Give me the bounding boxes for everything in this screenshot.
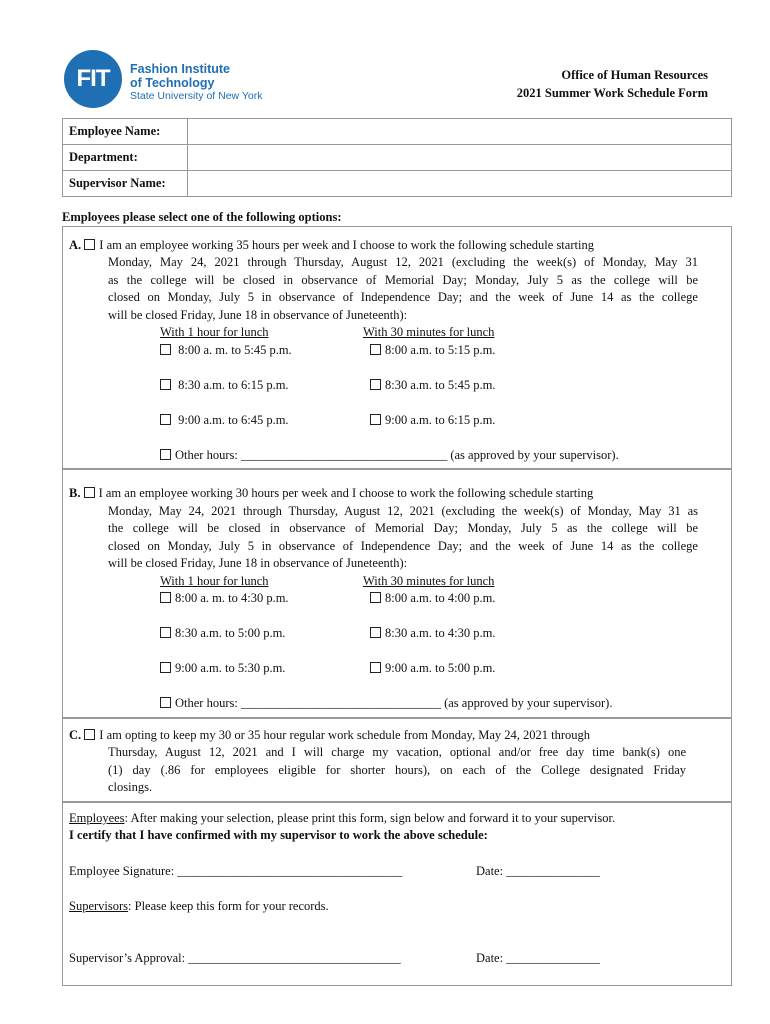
option-a-col2-checkbox-2[interactable] [370,379,381,390]
option-b-col1-time-2: 8:30 a.m. to 5:00 p.m. [175,626,286,640]
option-a-line-2: Monday, May 24, 2021 through Thursday, August 12, 2021 (excluding the week(s) of Monday, May 31 [108,255,698,269]
option-b-checkbox[interactable] [84,487,95,498]
employee-name-field[interactable] [188,119,732,145]
office-name: Office of Human Resources [561,68,708,82]
option-c-line-2: Thursday, August 12, 2021 and I will charge my vacation, optional and/or free day time bank(s) one [108,745,686,759]
logo-circle: FIT [64,50,122,108]
option-a-line-3: as the college will be closed in observance of Memorial Day; Monday, July 5 as the college will be [108,273,698,287]
logo-line-1: Fashion Institute [130,62,230,76]
option-a-col1-time-1: 8:00 a. m. to 5:45 p.m. [178,343,292,357]
option-c-letter: C. [69,728,82,742]
option-c-line-4: closings. [108,780,153,794]
option-b-letter: B. [69,486,81,500]
option-a-col2-time-2: 8:30 a.m. to 5:45 p.m. [385,378,496,392]
logo-text [130,62,262,103]
option-b-other-checkbox[interactable] [160,697,171,708]
form-header [517,66,708,102]
option-a-col2-time-1: 8:00 a.m. to 5:15 p.m. [385,343,496,357]
signature-section [62,801,732,986]
option-a-line-1: I am an employee working 35 hours per week and I choose to work the following schedule starting [99,238,594,252]
employee-info-table [62,118,732,197]
option-b-line-5: will be closed Friday, June 18 in observance of Juneteenth): [108,556,408,570]
option-c-line-3: (1) day (.86 for employees eligible for shorter hours), on each of the College designated Friday [108,763,686,777]
option-a-col2-checkbox-3[interactable] [370,414,381,425]
option-b-other-hours: Other hours: ________________________________ (as approved by your supervisor). [175,696,613,710]
option-b-col1-header: With 1 hour for lunch [160,574,269,588]
option-b-col1-checkbox-3[interactable] [160,662,171,673]
supervisors-label: Supervisors [69,899,129,913]
option-b-col1-time-3: 9:00 a.m. to 5:30 p.m. [175,661,286,675]
supervisor-date-line[interactable]: Date: _______________ [476,951,600,965]
option-a-col1-checkbox-3[interactable] [160,414,171,425]
instruction-text: Employees please select one of the following options: [62,210,342,224]
employee-date-line[interactable]: Date: _______________ [476,864,600,878]
option-b-section [62,468,732,719]
option-a-col1-time-3: 9:00 a.m. to 6:45 p.m. [178,413,289,427]
option-a-letter: A. [69,238,82,252]
supervisor-approval-line[interactable]: Supervisor’s Approval: __________________________________ [69,951,401,965]
logo-line-3: State University of New York [130,90,263,102]
option-b-col1-time-1: 8:00 a. m. to 4:30 p.m. [175,591,289,605]
option-a-col1-time-2: 8:30 a.m. to 6:15 p.m. [178,378,289,392]
option-b-col1-checkbox-1[interactable] [160,592,171,603]
logo-line-2: of Technology [130,76,215,90]
option-a-line-5: will be closed Friday, June 18 in observance of Juneteenth): [108,308,408,322]
option-a-col1-checkbox-1[interactable] [160,344,171,355]
option-a-col1-header: With 1 hour for lunch [160,325,269,339]
option-a-col2-time-3: 9:00 a.m. to 6:15 p.m. [385,413,496,427]
option-c-checkbox[interactable] [84,729,95,740]
fit-logo [64,50,264,110]
employees-label: Employees [69,811,125,825]
option-b-col2-time-2: 8:30 a.m. to 4:30 p.m. [385,626,496,640]
option-a-col2-checkbox-1[interactable] [370,344,381,355]
department-label: Department: [63,145,188,171]
option-b-line-1: I am an employee working 30 hours per week and I choose to work the following schedule starting [98,486,594,500]
form-title: 2021 Summer Work Schedule Form [516,86,708,100]
option-a-col1-checkbox-2[interactable] [160,379,171,390]
certify-statement: I certify that I have confirmed with my supervisor to work the above schedule: [69,828,488,842]
option-a-other-checkbox[interactable] [160,449,171,460]
option-b-col2-checkbox-2[interactable] [370,627,381,638]
option-a-section [62,226,732,470]
employees-instruction: : After making your selection, please print this form, sign below and forward it to your supervisor. [124,811,616,825]
option-b-col2-time-3: 9:00 a.m. to 5:00 p.m. [385,661,496,675]
option-a-checkbox[interactable] [84,239,95,250]
supervisor-name-label: Supervisor Name: [63,171,188,197]
supervisor-name-field[interactable] [188,171,732,197]
option-b-col2-time-1: 8:00 a.m. to 4:00 p.m. [385,591,496,605]
department-field[interactable] [188,145,732,171]
option-b-line-2: Monday, May 24, 2021 through Thursday, August 12, 2021 (excluding the week(s) of Monday, May 31 as [108,504,698,518]
employee-signature-line[interactable]: Employee Signature: ____________________________________ [69,864,403,878]
option-b-col2-checkbox-3[interactable] [370,662,381,673]
option-b-line-4: closed on Monday, July 5 in observance of Independence Day; and the week of June 14 as the college [108,539,698,553]
option-c-section [62,717,732,803]
supervisors-instruction: : Please keep this form for your records. [128,899,329,913]
option-b-line-3: the college will be closed in observance of Memorial Day; Monday, July 5 as the college will be [108,521,698,535]
option-b-col2-checkbox-1[interactable] [370,592,381,603]
option-a-col2-header: With 30 minutes for lunch [363,325,495,339]
option-a-line-4: closed on Monday, July 5 in observance of Independence Day; and the week of June 14 as the college [108,290,698,304]
option-c-line-1: I am opting to keep my 30 or 35 hour regular work schedule from Monday, May 24, 2021 through [99,728,591,742]
option-b-col1-checkbox-2[interactable] [160,627,171,638]
employee-name-label: Employee Name: [63,119,188,145]
option-a-other-hours: Other hours: _________________________________ (as approved by your supervisor). [175,448,619,462]
option-b-col2-header: With 30 minutes for lunch [363,574,495,588]
